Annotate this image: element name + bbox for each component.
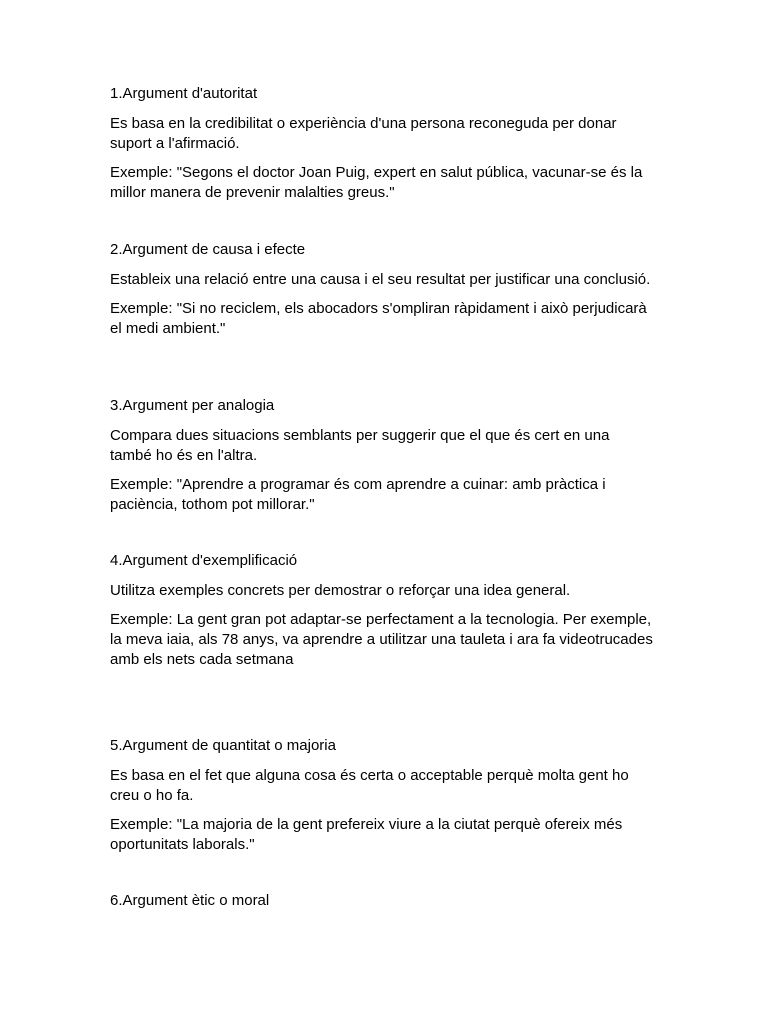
section-argument-analogia bbox=[110, 396, 655, 524]
section-argument-exemplificacio bbox=[110, 551, 655, 679]
section-example: Exemple: "Aprendre a programar és com aprendre a cuinar: amb pràctica i paciència, tothom pot millorar." bbox=[110, 476, 606, 513]
section-heading: 5.Argument de quantitat o majoria bbox=[110, 737, 336, 754]
section-heading: 1.Argument d'autoritat bbox=[110, 85, 258, 102]
section-description: Es basa en el fet que alguna cosa és certa o acceptable perquè molta gent ho creu o ho fa. bbox=[110, 767, 629, 804]
section-heading: 2.Argument de causa i efecte bbox=[110, 241, 306, 258]
section-argument-causa-efecte bbox=[110, 240, 655, 348]
section-argument-etic-moral bbox=[110, 891, 655, 921]
section-argument-autoritat bbox=[110, 84, 655, 212]
section-example: Exemple: "Segons el doctor Joan Puig, expert en salut pública, vacunar-se és la millor manera de prevenir malalties greus." bbox=[110, 164, 643, 201]
section-heading: 3.Argument per analogia bbox=[110, 397, 275, 414]
section-example: Exemple: "La majoria de la gent prefereix viure a la ciutat perquè ofereix més oportunitats laborals." bbox=[110, 816, 623, 853]
section-example: Exemple: "Si no reciclem, els abocadors s'ompliran ràpidament i això perjudicarà el medi ambient." bbox=[110, 300, 647, 337]
section-description: Estableix una relació entre una causa i el seu resultat per justificar una conclusió. bbox=[110, 271, 651, 288]
section-heading: 4.Argument d'exemplificació bbox=[110, 552, 298, 569]
section-argument-quantitat-majoria bbox=[110, 736, 655, 864]
section-description: Utilitza exemples concrets per demostrar o reforçar una idea general. bbox=[110, 582, 571, 599]
section-heading: 6.Argument ètic o moral bbox=[110, 892, 270, 909]
section-description: Es basa en la credibilitat o experiència d'una persona reconeguda per donar suport a l'afirmació. bbox=[110, 115, 617, 152]
section-description: Compara dues situacions semblants per suggerir que el que és cert en una també ho és en l'altra. bbox=[110, 427, 610, 464]
section-example: Exemple: La gent gran pot adaptar-se perfectament a la tecnologia. Per exemple, la meva iaia, als 78 anys, va aprendre a utilitzar una tauleta i ara fa videotrucades amb els nets cada setmana bbox=[110, 611, 653, 668]
